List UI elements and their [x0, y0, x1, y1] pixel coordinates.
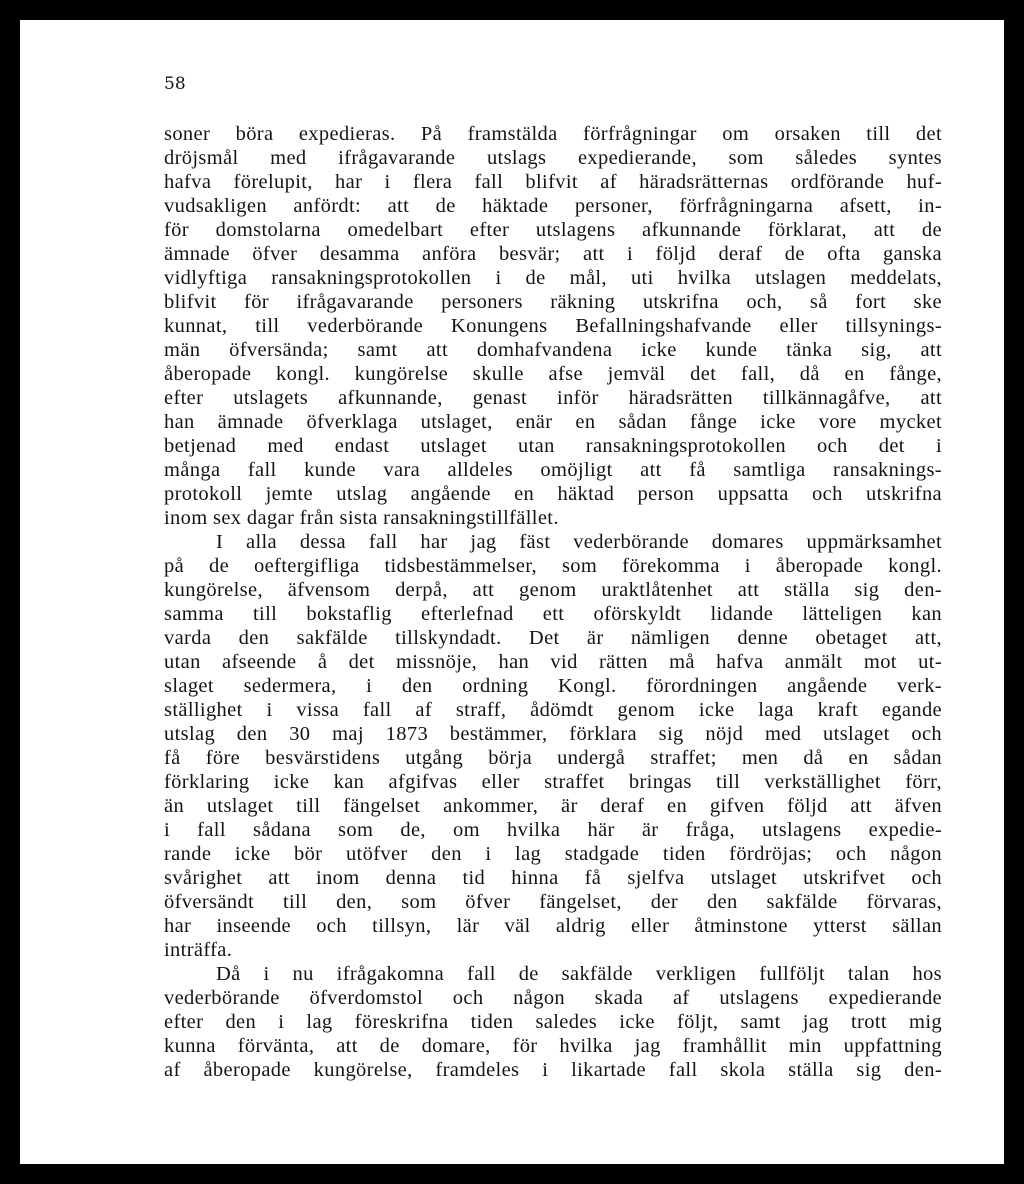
text-line: kunnat, till vederbörande Konungens Befallningshafvande eller tillsynings- [164, 315, 942, 337]
text-line: inom sex dagar från sista ransakningstillfället. [164, 507, 559, 529]
text-line: få före besvärstidens utgång börja undergå straffet; men då en sådan [164, 747, 942, 769]
text-line: soner böra expedieras. På framstälda förfrågningar om orsaken till det [164, 123, 942, 145]
text-line: vidlyftiga ransakningsprotokollen i de mål, uti hvilka utslagen meddelats, [164, 267, 942, 289]
text-line: af åberopade kungörelse, framdeles i likartade fall skola ställa sig den- [164, 1059, 942, 1081]
text-line: svårighet att inom denna tid hinna få sjelfva utslaget utskrifvet och [164, 867, 942, 889]
page-number: 58 [164, 74, 186, 94]
text-line: blifvit för ifrågavarande personers räkning utskrifna och, så fort ske [164, 291, 942, 313]
document-page [20, 20, 1004, 1164]
text-line: efter utslagets afkunnande, genast inför häradsrätten tillkännagåfve, att [164, 387, 942, 409]
text-line: kungörelse, äfvensom derpå, att genom uraktlåtenhet att ställa sig den- [164, 579, 942, 601]
text-line: betjenad med endast utslaget utan ransakningsprotokollen och det i [164, 435, 942, 457]
text-line: slaget sedermera, i den ordning Kongl. förordningen angående verk- [164, 675, 942, 697]
text-line: rande icke bör utöfver den i lag stadgade tiden fördröjas; och någon [164, 843, 942, 865]
text-line: protokoll jemte utslag angående en häktad person uppsatta och utskrifna [164, 483, 942, 505]
text-line: än utslaget till fängelset ankommer, är deraf en gifven följd att äfven [164, 795, 942, 817]
text-line: utslag den 30 maj 1873 bestämmer, förklara sig nöjd med utslaget och [164, 723, 942, 745]
text-line: samma till bokstaflig efterlefnad ett oförskyldt lidande lätteligen kan [164, 603, 942, 625]
text-line: hafva förelupit, har i flera fall blifvit af häradsrätternas ordförande huf- [164, 171, 942, 193]
text-line: män öfversända; samt att domhafvandena icke kunde tänka sig, att [164, 339, 942, 361]
text-line: inträffa. [164, 939, 233, 961]
text-line: öfversändt till den, som öfver fängelset, der den sakfälde förvaras, [164, 891, 942, 913]
text-line: vederbörande öfverdomstol och någon skada af utslagens expedierande [164, 987, 942, 1009]
text-line: på de oeftergifliga tidsbestämmelser, som förekomma i åberopade kongl. [164, 555, 942, 577]
text-line: många fall kunde vara alldeles omöjligt att få samtliga ransaknings- [164, 459, 942, 481]
text-line: ställighet i vissa fall af straff, ådömdt genom icke laga kraft egande [164, 699, 942, 721]
text-line: har inseende och tillsyn, lär väl aldrig eller åtminstone ytterst sällan [164, 915, 942, 937]
text-line: kunna förvänta, att de domare, för hvilka jag framhållit min uppfattning [164, 1035, 942, 1057]
text-line: Då i nu ifrågakomna fall de sakfälde verkligen fullföljt talan hos [216, 963, 942, 985]
text-line: ämnade öfver desamma anföra besvär; att i följd deraf de ofta ganska [164, 243, 942, 265]
text-line: förklaring icke kan afgifvas eller straffet bringas till verkställighet förr, [164, 771, 942, 793]
text-line: han ämnade öfverklaga utslaget, enär en sådan fånge icke vore mycket [164, 411, 942, 433]
text-line: åberopade kongl. kungörelse skulle afse jemväl det fall, då en fånge, [164, 363, 942, 385]
text-line: för domstolarna omedelbart efter utslagens afkunnande förklarat, att de [164, 219, 942, 241]
text-line: efter den i lag föreskrifna tiden saledes icke följt, samt jag trott mig [164, 1011, 942, 1033]
text-line: I alla dessa fall har jag fäst vederbörande domares uppmärksamhet [216, 531, 942, 553]
text-line: i fall sådana som de, om hvilka här är fråga, utslagens expedie- [164, 819, 942, 841]
text-line: dröjsmål med ifrågavarande utslags expedierande, som således syntes [164, 147, 942, 169]
text-line: utan afseende å det missnöje, han vid rätten må hafva anmält mot ut- [164, 651, 942, 673]
text-line: vudsakligen anfördt: att de häktade personer, förfrågningarna afsett, in- [164, 195, 942, 217]
text-line: varda den sakfälde tillskyndadt. Det är nämligen denne obetaget att, [164, 627, 942, 649]
